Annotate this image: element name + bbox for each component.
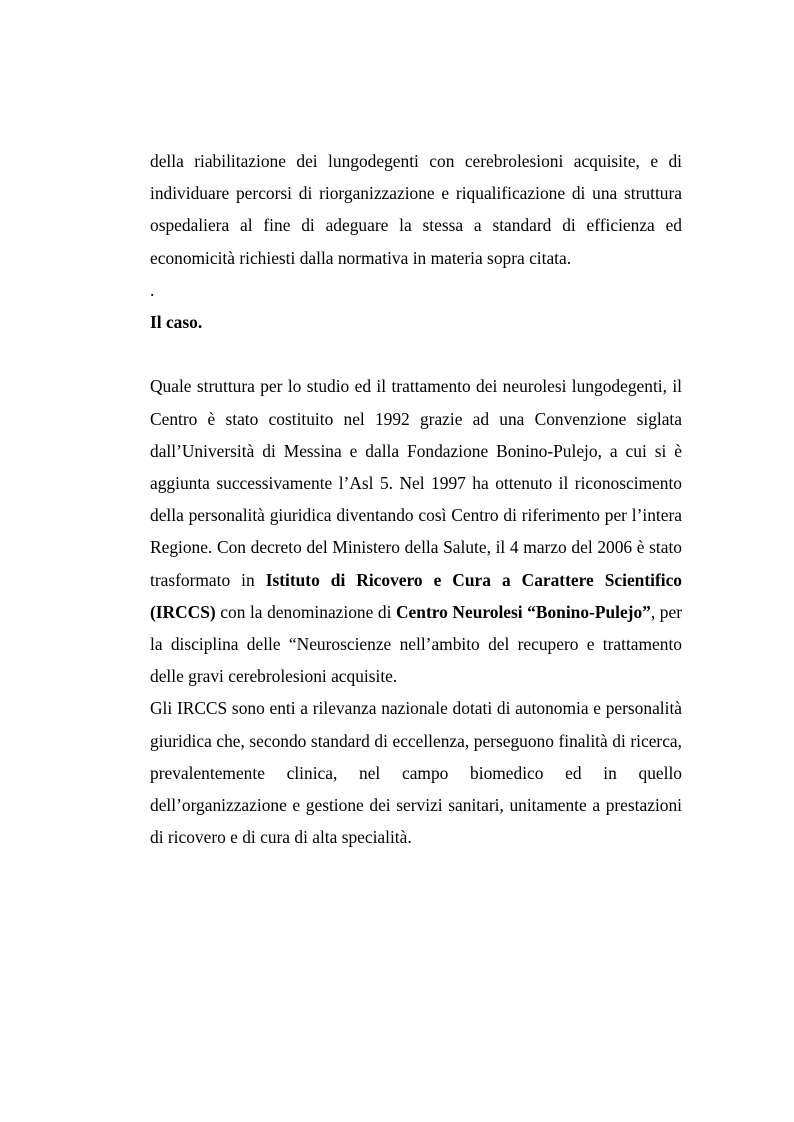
intro-paragraph: della riabilitazione dei lungodegenti con cerebrolesioni acquisite, e di individuare percorsi di riorganizzazione e riqualificazione di una struttura ospedaliera al fine di adeguare la stessa a standard di efficienza ed economicità richiesti dalla normativa in materia sopra citata.	[150, 151, 682, 268]
section-heading: Il caso.	[150, 312, 203, 333]
centre-name: Centro Neurolesi “Bonino-Pulejo”	[396, 601, 651, 622]
irccs-name: Istituto di Ricovero e Cura a Carattere Scientifico (IRCCS)	[150, 569, 682, 622]
blank-line	[150, 338, 682, 370]
case-paragraph	[150, 370, 682, 692]
case-text-1: Quale struttura per lo studio ed il trattamento dei neurolesi lungodegenti, il Centro è stato costituito nel 1992 grazie ad una Convenzione siglata dall’Università di Messina e dalla Fondazione Bonino-Pulejo, a cui si è aggiunta successivamente l’Asl 5. Nel 1997 ha ottenuto il riconoscimento della personalità giuridica diventando così Centro di riferimento per l’intera Regione. Con decreto del Ministero della Salute, il 4 marzo del 2006 è stato trasformato in	[150, 376, 682, 590]
document-page	[150, 145, 682, 853]
irccs-paragraph: Gli IRCCS sono enti a rilevanza nazionale dotati di autonomia e personalità giuridica che, secondo standard di eccellenza, perseguono finalità di ricerca, prevalentemente clinica, nel campo biomedico ed in quello dell’organizzazione e gestione dei servizi sanitari, unitamente a prestazioni di ricovero e di cura di alta specialità.	[150, 698, 682, 848]
case-text-2: con la denominazione di	[215, 601, 396, 622]
separator-dot: .	[150, 279, 155, 300]
case-text-3: , per la disciplina delle “Neuroscienze nell’ambito del recupero e trattamento delle gravi cerebrolesioni acquisite.	[150, 601, 683, 687]
